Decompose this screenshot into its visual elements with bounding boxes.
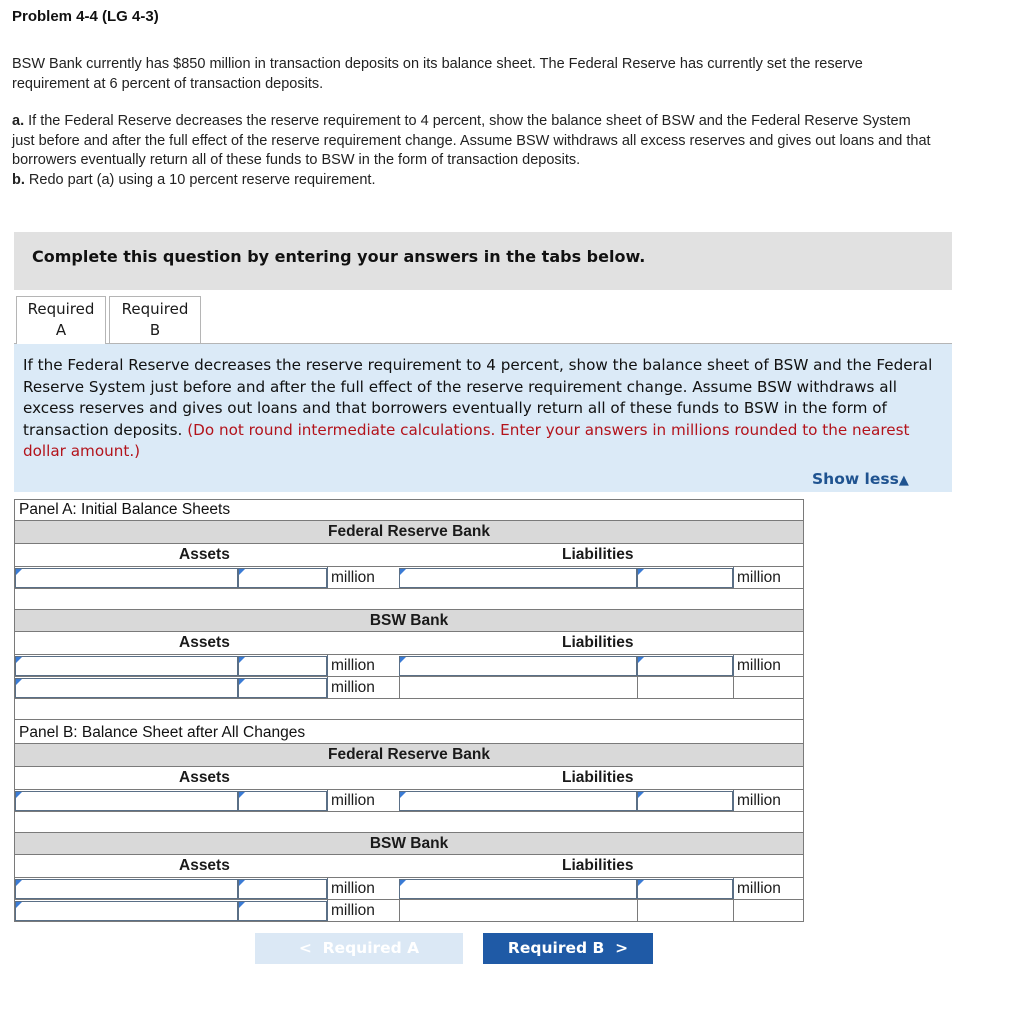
unit-label: million — [327, 900, 399, 921]
panel-a-bsw-colheads — [14, 632, 804, 655]
unit-label: million — [733, 790, 803, 811]
liabilities-heading: Liabilities — [562, 546, 634, 563]
assets-heading: Assets — [179, 634, 230, 651]
unit-label: million — [733, 655, 803, 676]
panel-a-bsw-asset2-value-input[interactable] — [238, 678, 327, 698]
panel-b-title: Panel B: Balance Sheet after All Changes — [19, 724, 306, 741]
problem-intro: BSW Bank currently has $850 million in transaction deposits on its balance sheet. The Federal Reserve has currently set the reserve requirement at 6 percent of transaction deposits. — [12, 56, 863, 92]
panel-a-fed-liab-label-input[interactable] — [399, 568, 637, 588]
panel-b-bsw-name: BSW Bank — [369, 835, 449, 852]
panel-a-bsw-header — [14, 610, 804, 632]
problem-parts — [12, 112, 932, 190]
next-required-b-button[interactable] — [483, 933, 653, 964]
panel-a-fed-header — [14, 521, 804, 544]
assets-heading: Assets — [179, 769, 230, 786]
panel-a-bsw-asset2-label-input[interactable] — [15, 678, 238, 698]
show-less-label: Show less — [812, 470, 899, 488]
unit-label: million — [733, 567, 803, 588]
panel-a-title: Panel A: Initial Balance Sheets — [19, 501, 231, 518]
panel-b-fed-asset-label-input[interactable] — [15, 791, 238, 811]
panel-b-bsw-asset2-label-input[interactable] — [15, 901, 238, 921]
panel-a-bsw-name: BSW Bank — [369, 612, 449, 629]
instructions-note: (Do not round intermediate calculations. Enter your answers in millions rounded to the nearest dollar amount.) — [23, 420, 910, 460]
spacer-row — [14, 812, 804, 833]
instructions-banner — [14, 232, 952, 290]
cell-divider — [637, 677, 638, 698]
tab-required-b[interactable] — [109, 296, 201, 343]
panel-a-bsw-asset1-label-input[interactable] — [15, 656, 238, 676]
cell-divider — [733, 900, 734, 921]
tab-a-line2: A — [55, 321, 67, 339]
panel-a-fed-asset-label-input[interactable] — [15, 568, 238, 588]
next-button-label: Required B — [507, 939, 605, 957]
panel-b-bsw-row-2 — [14, 900, 804, 922]
assets-heading: Assets — [179, 857, 230, 874]
assets-heading: Assets — [179, 546, 230, 563]
panel-b-bsw-asset1-label-input[interactable] — [15, 879, 238, 899]
liabilities-heading: Liabilities — [562, 857, 634, 874]
unit-label: million — [327, 567, 399, 588]
unit-label: million — [327, 878, 399, 899]
liabilities-heading: Liabilities — [562, 634, 634, 651]
tab-b-line1: Required — [121, 300, 189, 318]
chevron-right-icon: > — [615, 939, 629, 957]
panel-b-fed-row-1 — [14, 790, 804, 812]
panel-a-bsw-asset1-value-input[interactable] — [238, 656, 327, 676]
liabilities-heading: Liabilities — [562, 769, 634, 786]
panel-a-fed-name: Federal Reserve Bank — [328, 523, 490, 540]
caret-up-icon: ▲ — [898, 473, 909, 488]
prev-required-a-button — [255, 933, 463, 964]
panel-a-title-row — [14, 499, 804, 521]
unit-label: million — [733, 878, 803, 899]
panel-b-bsw-liab-value-input[interactable] — [637, 879, 733, 899]
panel-b-fed-liab-label-input[interactable] — [399, 791, 637, 811]
spacer-row — [14, 699, 804, 720]
panel-a-fed-liab-value-input[interactable] — [637, 568, 733, 588]
panel-b-fed-asset-value-input[interactable] — [238, 791, 327, 811]
panel-b-bsw-header — [14, 833, 804, 855]
panel-a-bsw-liab-value-input[interactable] — [637, 656, 733, 676]
panel-a-fed-asset-value-input[interactable] — [238, 568, 327, 588]
part-a-label: a. — [12, 113, 25, 129]
panel-b-bsw-colheads — [14, 855, 804, 878]
tab-b-line2: B — [149, 321, 161, 339]
panel-a-fed-colheads — [14, 544, 804, 567]
cell-divider — [399, 900, 400, 921]
panel-b-bsw-asset2-value-input[interactable] — [238, 901, 327, 921]
panel-b-title-row — [14, 720, 804, 744]
panel-a-fed-row-1 — [14, 567, 804, 589]
panel-a-bsw-row-2 — [14, 677, 804, 699]
part-b-label: b. — [12, 171, 25, 188]
cell-divider — [637, 900, 638, 921]
panel-a-bsw-liab-label-input[interactable] — [399, 656, 637, 676]
problem-title: Problem 4-4 (LG 4-3) — [12, 8, 159, 25]
show-less-toggle[interactable] — [812, 470, 909, 488]
tab-a-line1: Required — [27, 300, 95, 318]
spacer-row — [14, 589, 804, 610]
unit-label: million — [327, 655, 399, 676]
unit-label: million — [327, 677, 399, 698]
part-a-text: If the Federal Reserve decreases the reserve requirement to 4 percent, show the balance sheet of BSW and the Federal Reserve System just before and after the full effect of the reserve requirement change. Assume BSW withdraws all excess reserves and gives out loans and that borrowers eventually return all of these funds to BSW in the form of transaction deposits. — [12, 113, 931, 168]
chevron-left-icon: < — [298, 939, 312, 957]
panel-b-fed-header — [14, 744, 804, 767]
panel-a-bsw-row-1 — [14, 655, 804, 677]
panel-b-bsw-row-1 — [14, 878, 804, 900]
part-b — [12, 171, 932, 191]
panel-b-fed-name: Federal Reserve Bank — [328, 746, 490, 763]
instructions-text: If the Federal Reserve decreases the reserve requirement to 4 percent, show the balance sheet of BSW and the Federal Reserve System just before and after the full effect of the reserve requirement change. Assume BSW withdraws all excess reserves and gives out loans and that borrowers eventually return all of these funds to BSW in the form of transaction deposits. — [23, 356, 933, 439]
banner-text: Complete this question by entering your answers in the tabs below. — [32, 247, 646, 266]
panel-b-fed-liab-value-input[interactable] — [637, 791, 733, 811]
panel-b-bsw-liab-label-input[interactable] — [399, 879, 637, 899]
prev-button-label: Required A — [322, 939, 420, 957]
part-a — [12, 112, 932, 171]
cell-divider — [399, 677, 400, 698]
part-b-text: Redo part (a) using a 10 percent reserve requirement. — [28, 171, 376, 188]
panel-b-fed-colheads — [14, 767, 804, 790]
cell-divider — [733, 677, 734, 698]
tab-required-a[interactable] — [16, 296, 106, 344]
unit-label: million — [327, 790, 399, 811]
panel-b-bsw-asset1-value-input[interactable] — [238, 879, 327, 899]
